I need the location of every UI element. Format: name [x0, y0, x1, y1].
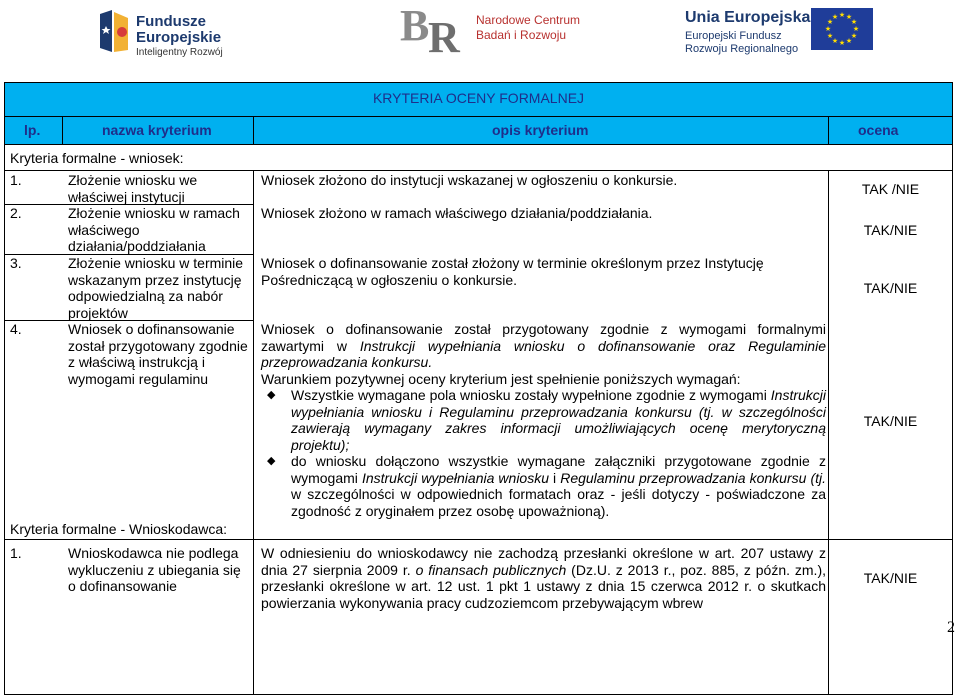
fe-line1: Fundusze: [136, 13, 206, 30]
ue-line2: Europejski Fundusz: [685, 30, 782, 42]
bullet-2-b: Instrukcji wypełniania wniosku: [361, 469, 550, 486]
row-1-number: 1.: [10, 172, 22, 188]
fe-line3: Inteligentny Rozwój: [136, 47, 223, 58]
row-4-requirements-list: [261, 387, 826, 519]
svg-text:★: ★: [850, 18, 858, 26]
header-name: nazwa kryterium: [102, 122, 212, 138]
divider: [253, 170, 254, 695]
divider: [253, 116, 254, 144]
row-4-desc-c: Warunkiem pozytywnej oceny kryterium jest spełnienie poniższych wymagań:: [261, 370, 741, 387]
fundusze-europejskie-logo: [98, 8, 238, 58]
fe-line2: Europejskie: [136, 29, 222, 46]
row-3-score: TAK/NIE: [863, 280, 918, 296]
row-1-description: Wniosek złożono do instytucji wskazanej w ogłoszeniu o konkursie.: [261, 172, 678, 188]
bullet-2-e: w szczególności w odpowiednich formatach oraz - jeśli dotyczy - poświadczone za zgodność z oryginałem przez osobę upoważnioną).: [291, 486, 826, 519]
svg-text:★: ★: [850, 32, 858, 40]
row-4-number: 4.: [10, 321, 22, 337]
divider: [828, 170, 829, 695]
row-4-desc-a: Wniosek o dofinansowanie został przygotowany zgodnie z wymogami formalnymi zawartymi w: [261, 321, 826, 354]
row-2-number: 2.: [10, 205, 22, 221]
divider: [4, 116, 953, 117]
bullet-2-c: i: [549, 469, 561, 486]
divider: [4, 144, 953, 145]
row-4-name: Wniosek o dofinansowanie został przygotowany zgodnie z właściwą instrukcją i wymogami regulaminu: [68, 321, 248, 387]
list-item: [261, 387, 826, 453]
eu-flag-icon: [811, 8, 873, 50]
page-number: 2: [947, 619, 955, 636]
row-2-name: Złożenie wniosku w ramach właściwego działania/poddziałania: [68, 205, 240, 254]
row-w1-score: TAK/NIE: [863, 570, 918, 586]
row-4-description: [261, 321, 826, 519]
row-2-score: TAK/NIE: [863, 222, 918, 238]
row-3-name: Złożenie wniosku w terminie wskazanym przez instytucję odpowiedzialną za nabór projektów: [68, 255, 244, 321]
table-title: KRYTERIA OCENY FORMALNEJ: [372, 90, 585, 106]
bullet-1-b: Instrukcji wypełniania wniosku i Regulaminu przeprowadzania konkursu (tj. w szczególności zawierają wymagany zakres informacji umożliwiających ocenę merytoryczną projektu);: [291, 387, 826, 453]
section-heading-wnioskodawca: Kryteria formalne - Wnioskodawca:: [10, 521, 228, 537]
header-lp: lp.: [24, 122, 41, 138]
ncbr-icon: [398, 0, 468, 56]
header-score: ocena: [858, 122, 899, 138]
section-heading-wniosek: Kryteria formalne - wniosek:: [10, 150, 184, 166]
ncbr-line2: Badań i Rozwoju: [476, 28, 567, 42]
bullet-1-a: Wszystkie wymagane pola wniosku zostały wypełnione zgodnie z wymogami: [291, 387, 771, 403]
svg-text:★: ★: [824, 25, 832, 33]
divider: [4, 539, 953, 540]
row-2-description: Wniosek złożono w ramach właściwego działania/poddziałania.: [261, 205, 653, 221]
row-w1-desc-a: W odniesieniu do wnioskodawcy nie zachodzą przesłanki określone w art. 207 ustawy z dnia 27 sierpnia 2009 r.: [261, 545, 826, 578]
ue-line1: Unia Europejska: [685, 9, 811, 26]
svg-text:★: ★: [838, 11, 846, 19]
ncbr-logo: [398, 0, 598, 58]
fundusze-europejskie-icon: [98, 8, 130, 54]
row-3-description: Wniosek o dofinansowanie został złożony w terminie określonym przez Instytucję Pośredniczącą w ogłoszeniu o konkursie.: [261, 255, 764, 288]
row-w1-description: [261, 545, 826, 611]
row-1-score: TAK /NIE: [861, 181, 920, 197]
row-1-name: Złożenie wniosku we właściwej instytucji: [68, 172, 198, 205]
bullet-2-a: do wniosku dołączono wszystkie wymagane załączniki przygotowane zgodnie z wymogami: [291, 453, 826, 486]
header-desc: opis kryterium: [492, 122, 589, 138]
row-3-number: 3.: [10, 255, 22, 271]
svg-text:★: ★: [826, 18, 834, 26]
svg-text:★: ★: [838, 39, 846, 47]
svg-text:B: B: [400, 1, 430, 50]
unia-europejska-logo: [685, 8, 905, 58]
row-w1-name: Wnioskodawca nie podlega wykluczeniu z ubiegania się o dofinansowanie: [68, 545, 241, 594]
divider: [4, 170, 953, 171]
svg-text:★: ★: [852, 25, 860, 33]
divider: [828, 116, 829, 144]
bullet-2-d: Regulaminu przeprowadzania konkursu (tj.: [560, 469, 827, 486]
row-w1-number: 1.: [10, 545, 22, 561]
svg-text:★: ★: [831, 13, 839, 21]
row-w1-desc-c: (Dz.U. z 2013 r., poz. 885, z późn. zm.), przesłanki określone w art. 12 ust. 1 pkt 1 ustawy z dnia 15 czerwca 2012 r. o skutkach powierzania wykonywania pracy cudzoziemcom przebywającym wbrew: [261, 561, 827, 611]
ue-line3: Rozwoju Regionalnego: [685, 43, 799, 55]
svg-text:★: ★: [845, 37, 853, 45]
svg-text:R: R: [428, 13, 460, 56]
svg-text:★: ★: [845, 13, 853, 21]
row-4-desc-b: Instrukcji wypełniania wniosku o dofinansowanie oraz Regulaminie przeprowadzania konkursu.: [261, 337, 826, 370]
divider: [62, 116, 63, 144]
svg-text:★: ★: [826, 32, 834, 40]
row-w1-desc-b: o finansach publicznych: [415, 561, 567, 578]
list-item: [261, 453, 826, 519]
row-4-score: TAK/NIE: [863, 413, 918, 429]
svg-text:★: ★: [831, 37, 839, 45]
ncbr-line1: Narodowe Centrum: [476, 13, 581, 27]
